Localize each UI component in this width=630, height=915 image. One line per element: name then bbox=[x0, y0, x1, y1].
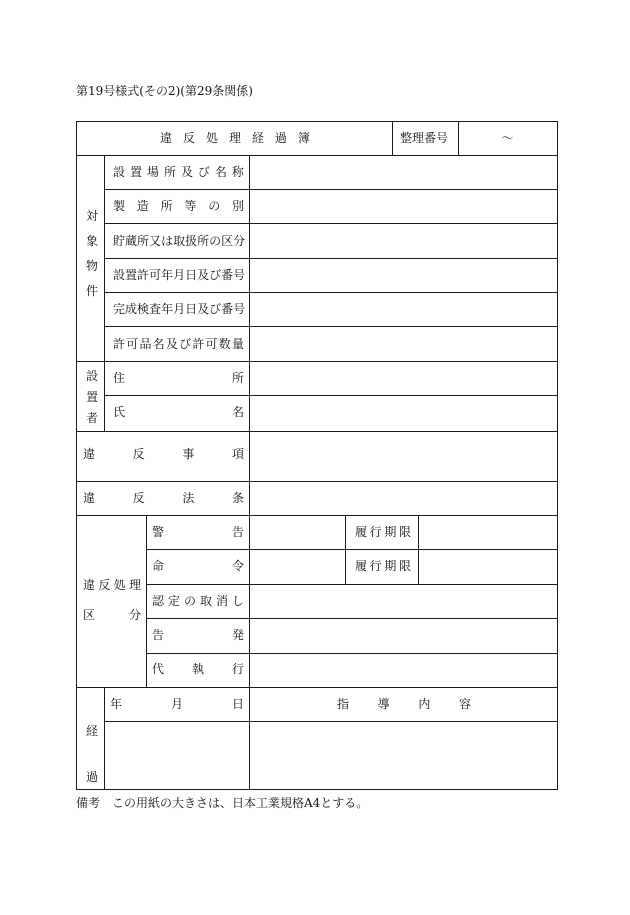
note: 備考 この用紙の大きさは、日本工業規格A4とする。 bbox=[76, 796, 369, 810]
progress-content-header: 指 導 内 容 bbox=[337, 697, 471, 711]
object-row-permit: 設 置 許 可 年 月 日 及 び 番 号 bbox=[113, 268, 246, 282]
installer-address-label: 住 所 bbox=[113, 371, 244, 385]
installer-name-label: 氏 名 bbox=[113, 405, 244, 419]
form-title: 違 反 処 理 経 過 簿 bbox=[160, 131, 310, 145]
deadline-label-1: 履 行 期 限 bbox=[355, 525, 411, 539]
processing-row-execution: 代 執 行 bbox=[152, 662, 244, 676]
processing-group-label-1: 違 反 処 理 bbox=[83, 578, 141, 592]
object-row-location: 設 置 場 所 及 び 名 称 bbox=[113, 165, 244, 179]
processing-row-warning: 警 告 bbox=[152, 525, 244, 539]
number-value[interactable]: ～ bbox=[501, 131, 514, 145]
processing-row-order: 命 令 bbox=[152, 559, 244, 573]
form-id: 第19号様式(その2)(第29条関係) bbox=[76, 84, 253, 98]
processing-row-revocation: 認 定 の 取 消 し bbox=[152, 594, 244, 608]
processing-group-label-2: 区 分 bbox=[83, 608, 141, 622]
object-row-inspection: 完 成 検 査 年 月 日 及 び 番 号 bbox=[113, 302, 246, 316]
object-group-label: 対象物件 bbox=[86, 209, 99, 298]
number-label: 整理番号 bbox=[400, 131, 449, 145]
object-row-facility-type: 製 造 所 等 の 別 bbox=[113, 199, 244, 213]
processing-row-accusation: 告 発 bbox=[152, 628, 244, 642]
deadline-label-2: 履 行 期 限 bbox=[355, 559, 411, 573]
violation-matter-label: 違 反 事 項 bbox=[83, 447, 244, 461]
installer-group-label: 設置者 bbox=[86, 369, 99, 425]
object-row-storage-type: 貯 蔵 所 又 は 取 扱 所 の 区 分 bbox=[113, 234, 246, 248]
object-row-items: 許 可 品 名 及 び 許 可 数 量 bbox=[113, 337, 244, 351]
progress-group-label: 経過 bbox=[86, 724, 99, 784]
progress-date-header: 年 月 日 bbox=[110, 697, 244, 711]
violation-law-label: 違 反 法 条 bbox=[83, 491, 244, 505]
